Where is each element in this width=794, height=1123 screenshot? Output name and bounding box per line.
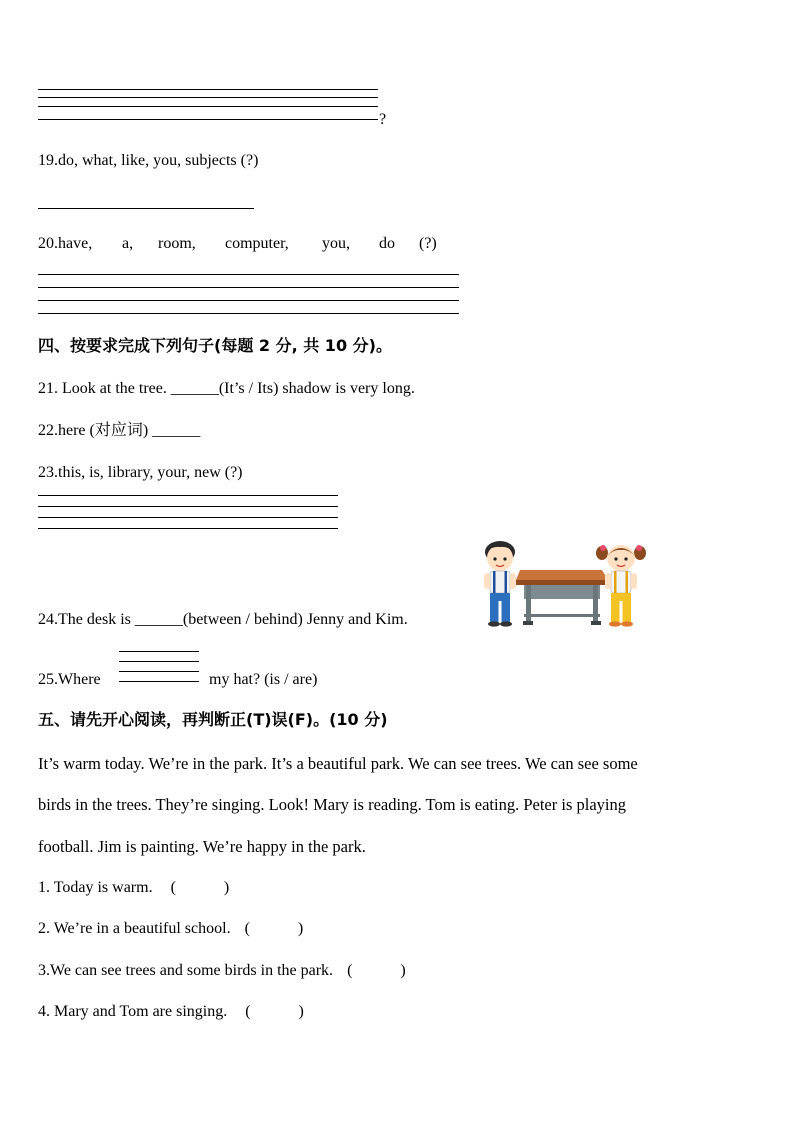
- judge-item-2: [38, 919, 303, 939]
- answer-line: [38, 495, 338, 496]
- answer-line: [38, 517, 338, 518]
- word: (?): [419, 235, 437, 252]
- girl-figure: [596, 545, 646, 627]
- answer-parentheses[interactable]: ( ): [347, 962, 406, 979]
- answer-line: [38, 506, 338, 507]
- word: 20.have,: [38, 235, 93, 252]
- word: do: [379, 235, 395, 252]
- section-5-title: 五、请先开心阅读，再判断正(T)误(F)。(10 分): [38, 710, 388, 729]
- answer-line: [38, 300, 459, 301]
- question-19: 19.do, what, like, you, subjects (?): [38, 152, 259, 169]
- word: room,: [158, 235, 196, 252]
- question-25-start: 25.Where: [38, 671, 101, 688]
- question-22: [38, 421, 200, 441]
- question-23: 23.this, is, library, your, new (?): [38, 464, 243, 481]
- answer-line: [38, 287, 459, 288]
- answer-line: [38, 106, 378, 107]
- q24-blank: ______: [134, 611, 183, 628]
- answer-parentheses[interactable]: ( ): [244, 920, 304, 937]
- q22-before: 22.here (对应词): [38, 422, 153, 439]
- q24-after: (between / behind) Jenny and Kim.: [182, 611, 408, 628]
- q24-before: 24.The desk is: [38, 611, 135, 628]
- q21-blank: ______: [170, 380, 219, 397]
- answer-line: [38, 119, 378, 120]
- q22-blank: ______: [152, 422, 201, 439]
- boy-figure: [484, 541, 516, 627]
- answer-line: [119, 681, 199, 682]
- passage-line-2: birds in the trees. They’re singing. Look! Mary is reading. Tom is eating. Peter is playing: [38, 795, 626, 814]
- desk-figure: [516, 570, 608, 625]
- answer-line: [38, 313, 459, 314]
- judge-item-1: [38, 878, 229, 898]
- judge-text: 1. Today is warm.: [38, 879, 153, 896]
- passage-line-3: football. Jim is painting. We’re happy in the park.: [38, 837, 366, 856]
- judge-text: 3.We can see trees and some birds in the park.: [38, 962, 334, 979]
- question-24: [38, 610, 408, 630]
- word: you,: [322, 235, 350, 252]
- answer-line: [38, 274, 459, 275]
- boy-girl-desk-picture: [478, 538, 650, 628]
- answer-line: [38, 208, 254, 209]
- answer-line: [38, 89, 378, 90]
- judge-text: 2. We’re in a beautiful school.: [38, 920, 231, 937]
- q21-before: 21. Look at the tree.: [38, 380, 171, 397]
- passage-line-1: It’s warm today. We’re in the park. It’s a beautiful park. We can see trees. We can see some: [38, 754, 638, 773]
- judge-item-4: [38, 1002, 304, 1022]
- answer-line: [38, 97, 378, 98]
- question-25-end: my hat? (is / are): [209, 671, 318, 688]
- judge-text: 4. Mary and Tom are singing.: [38, 1003, 228, 1020]
- question-21: [38, 379, 415, 399]
- answer-line: [38, 528, 338, 529]
- question-mark: ?: [379, 111, 387, 128]
- section-4-title: 四、按要求完成下列句子(每题 2 分, 共 10 分)。: [38, 336, 392, 355]
- answer-parentheses[interactable]: ( ): [245, 1003, 304, 1020]
- q21-after: (It’s / Its) shadow is very long.: [218, 380, 415, 397]
- answer-line: [119, 661, 199, 662]
- answer-parentheses[interactable]: ( ): [170, 879, 230, 896]
- judge-item-3: [38, 961, 406, 981]
- word: a,: [122, 235, 134, 252]
- word: computer,: [225, 235, 289, 252]
- answer-line: [119, 651, 199, 652]
- answer-line: [119, 671, 199, 672]
